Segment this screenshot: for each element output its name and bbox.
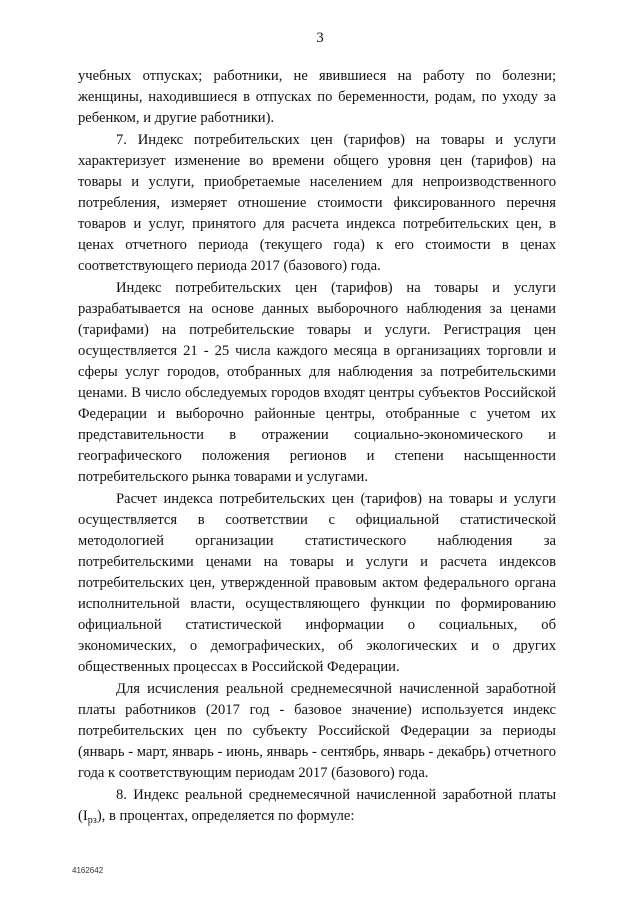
- document-body: [78, 66, 556, 832]
- paragraph-cpi-calculation: Расчет индекса потребительских цен (тарифов) на товары и услуги осуществляется в соответствии с официальной статистической методологией организации статистического наблюдения за потребительскими ценами на товары и услуги и расчета индексов потребительских цен, утвержденной правовым актом федерального органа исполнительной власти, осуществляющего функции по формированию официальной статистической информации о социальных, об экономических, о демографических, об экологических и о других общественных процессах в Российской Федерации.: [78, 491, 556, 675]
- paragraph-item-8: [78, 785, 556, 831]
- page-number: 3: [316, 30, 324, 46]
- item-8-text-after: ), в процентах, определяется по формуле:: [96, 808, 355, 824]
- paragraph-continuation: учебных отпусках; работники, не явившиеся на работу по болезни; женщины, находившиеся в отпусках по беременности, родам, по уходу за ребенком, и другие работники).: [78, 68, 556, 126]
- paragraph-real-wage-cpi: Для исчисления реальной среднемесячной начисленной заработной платы работников (2017 год - базовое значение) используется индекс потребительских цен по субъекту Российской Федерации за периоды (январь - март, январь - июнь, январь - сентябрь, январь - декабрь) отчетного года к соответствующим периодам 2017 (базового) года.: [78, 681, 556, 781]
- paragraph-item-7: 7. Индекс потребительских цен (тарифов) на товары и услуги характеризует изменение во времени общего уровня цен (тарифов) на товары и услуги, приобретаемые населением для непроизводственного потребления, измеряет отношение стоимости фиксированного перечня товаров и услуг, принятого для расчета индекса потребительских цен, в ценах отчетного периода (текущего года) к его стоимости в ценах соответствующего периода 2017 (базового) года.: [78, 132, 556, 274]
- index-subscript: рз: [87, 815, 97, 826]
- paragraph-cpi-development: Индекс потребительских цен (тарифов) на товары и услуги разрабатывается на основе данных выборочного наблюдения за ценами (тарифами) на потребительские товары и услуги. Регистрация цен осуществляется 21 - 25 числа каждого месяца в организациях торговли и сферы услуг городов, отобранных для наблюдения за потребительскими ценами. В число обследуемых городов входят центры субъектов Российской Федерации и выборочно районные центры, отобранные с учетом их представительности в отражении социально-экономического и географического положения регионов и степени насыщенности потребительского рынка товарами и услугами.: [78, 280, 556, 485]
- item-8-text-before: 8. Индекс реальной среднемесячной начисленной заработной платы (I: [78, 787, 556, 824]
- document-id: 4162642: [72, 866, 104, 875]
